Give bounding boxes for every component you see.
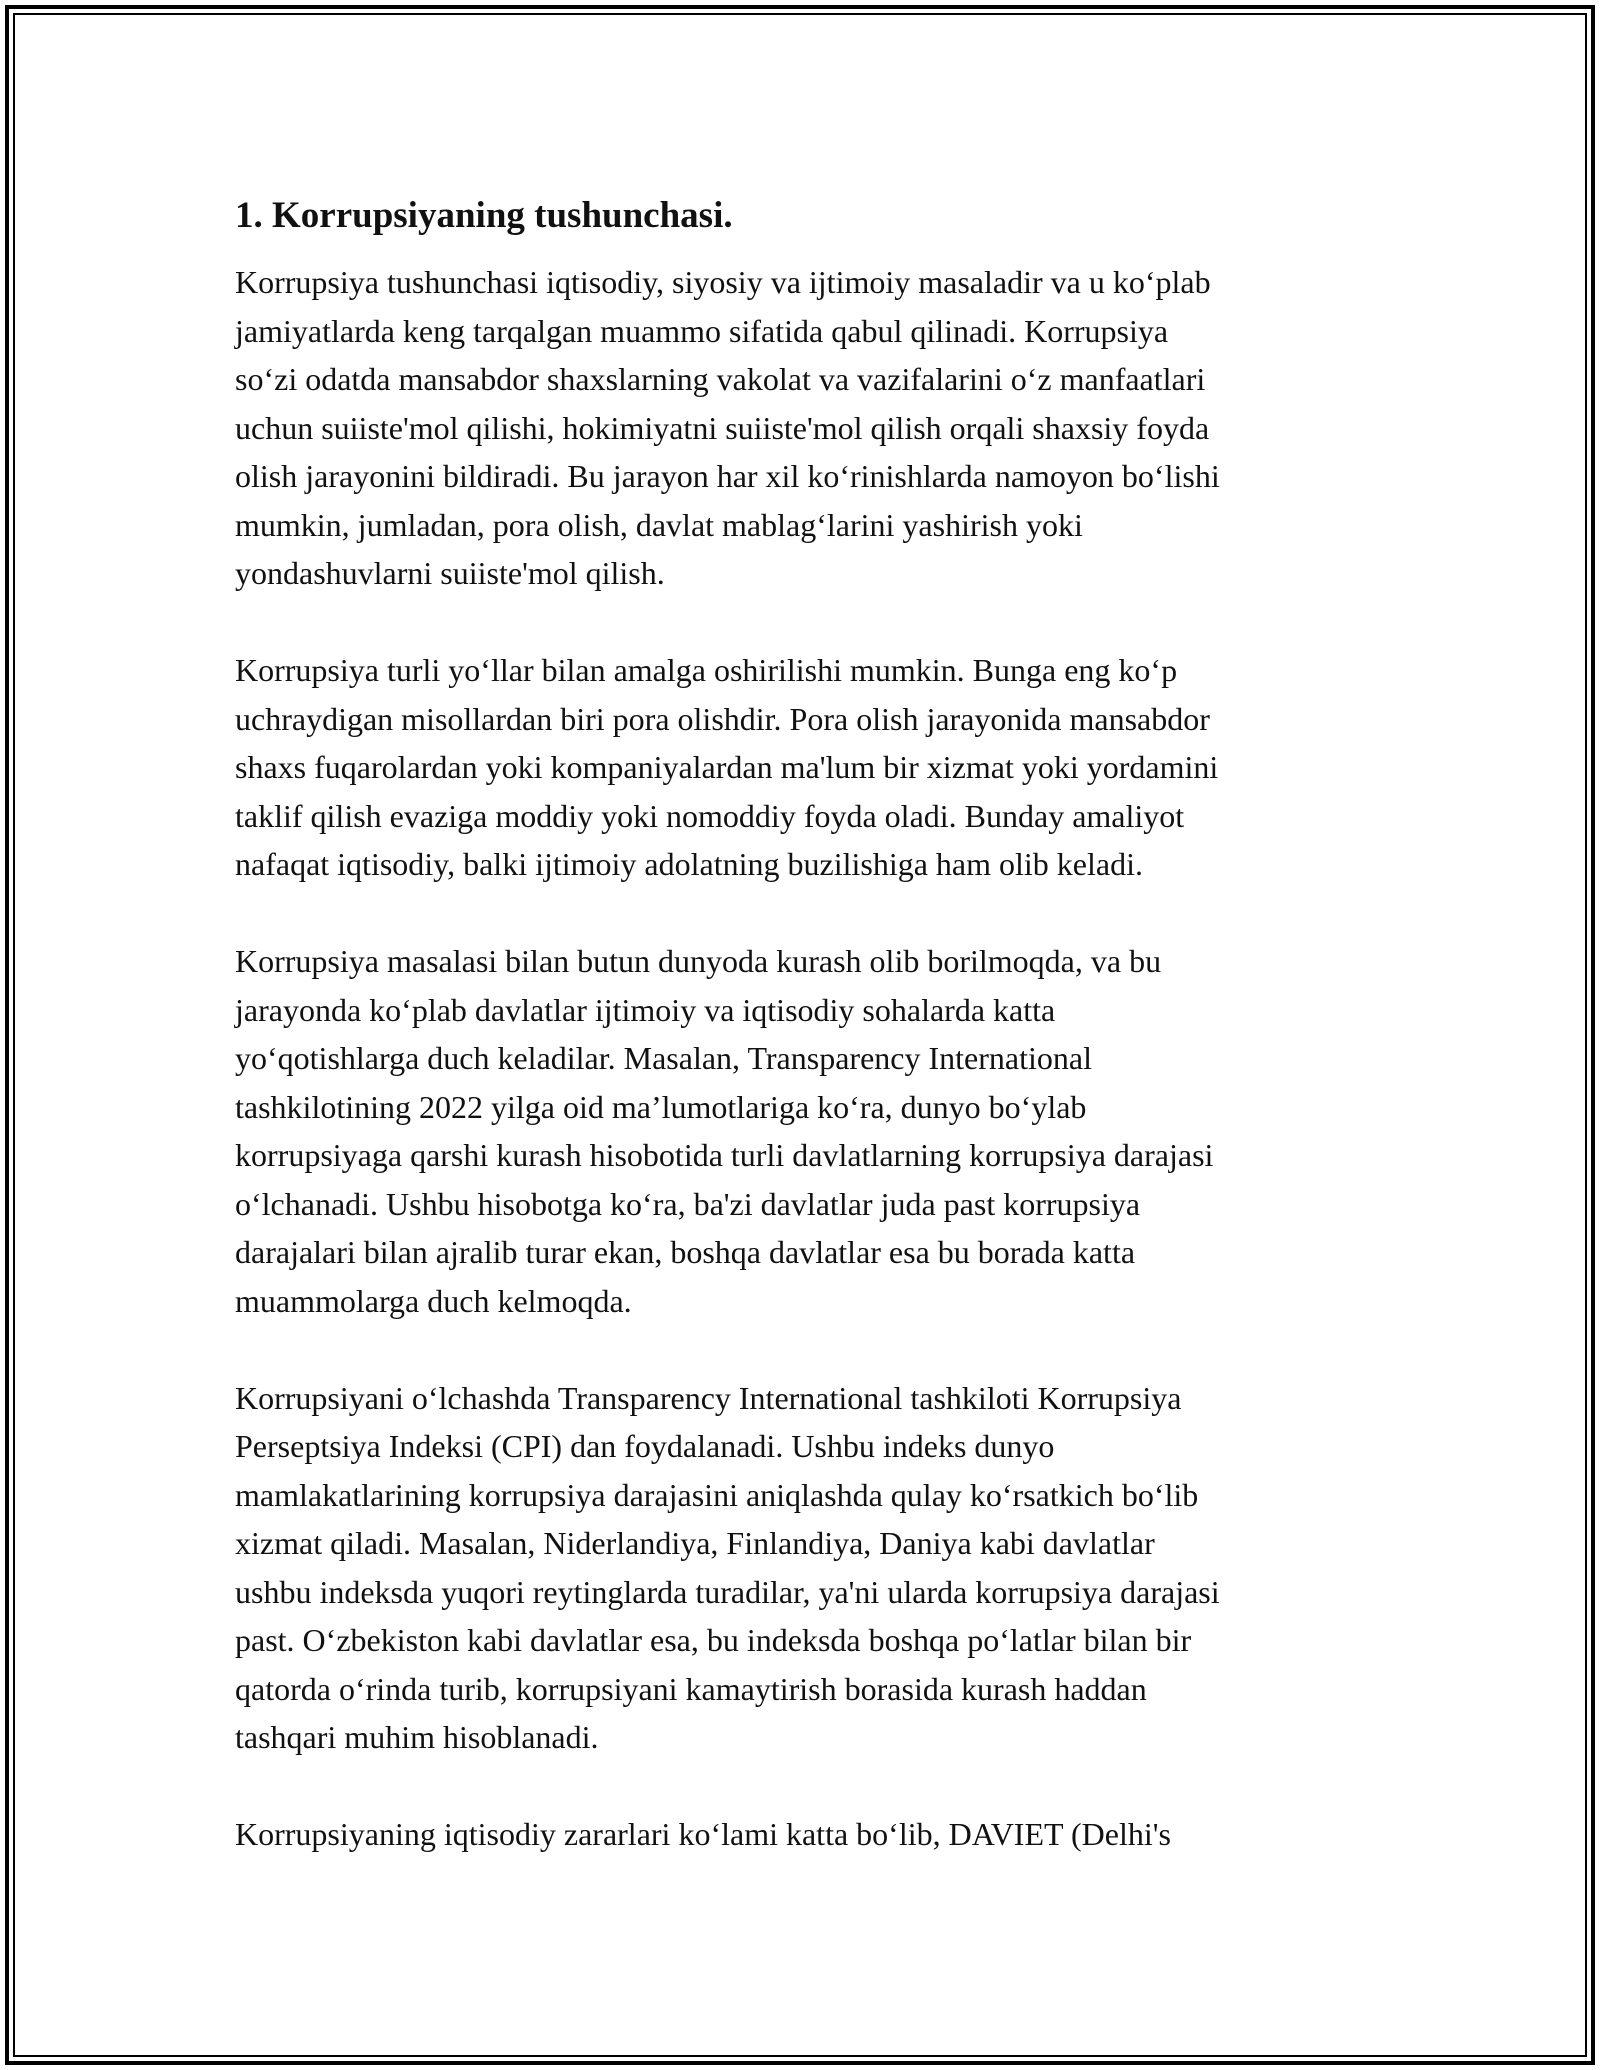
paragraph-2: Korrupsiya turli yo‘llar bilan amalga oshirilishi mumkin. Bunga eng ko‘p uchraydigan misollardan biri pora olishdir. Pora olish jarayonida mansabdor shaxs fuqarolardan yoki kompaniyalardan ma'lum bir xizmat yoki yordamini taklif qilish evaziga moddiy yoki nomoddiy foyda oladi. Bunday amaliyot nafaqat iqtisodiy, balki ijtimoiy adolatning buzilishiga ham olib keladi. [235, 652, 1219, 883]
paragraph-1: Korrupsiya tushunchasi iqtisodiy, siyosiy va ijtimoiy masaladir va u ko‘plab jamiyatlarda keng tarqalgan muammo sifatida qabul qilinadi. Korrupsiya so‘zi odatda mansabdor shaxslarning vakolat va vazifalarini o‘z manfaatlari uchun suiiste'mol qilishi, hokimiyatni suiiste'mol qilish orqali shaxsiy foyda olish jarayonini bildiradi. Bu jarayon har xil ko‘rinishlarda namoyon bo‘lishi mumkin, jumladan, pora olish, davlat mablag‘larini yashirish yoki yondashuvlarni suiiste'mol qilish. [235, 264, 1220, 592]
paragraph-4: Korrupsiyani o‘lchashda Transparency International tashkiloti Korrupsiya Perseptsiya Indeksi (CPI) dan foydalanadi. Ushbu indeks dunyo mamlakatlarining korrupsiya darajasini aniqlashda qulay ko‘rsatkich bo‘lib xizmat qiladi. Masalan, Niderlandiya, Finlandiya, Daniya kabi davlatlar ushbu indeksda yuqori reytinglarda turadilar, ya'ni ularda korrupsiya darajasi past. O‘zbekiston kabi davlatlar esa, bu indeksda boshqa po‘latlar bilan bir qatorda o‘rinda turib, korrupsiyani kamaytirish borasida kurash haddan tashqari muhim hisoblanadi. [235, 1379, 1220, 1756]
paragraph-5: Korrupsiyaning iqtisodiy zararlari ko‘lami katta bo‘lib, DAVIET (Delhi's [235, 1816, 1171, 1853]
section-heading: 1. Korrupsiyaning tushunchasi. [235, 195, 733, 236]
document-body [235, 180, 1385, 1907]
paragraph-3: Korrupsiya masalasi bilan butun dunyoda kurash olib borilmoqda, va bu jarayonda ko‘plab davlatlar ijtimoiy va iqtisodiy sohalarda katta yo‘qotishlarga duch keladilar. Masalan, Transparency International tashkilotining 2022 yilga oid ma’lumotlariga ko‘ra, dunyo bo‘ylab korrupsiyaga qarshi kurash hisobotida turli davlatlarning korrupsiya darajasi o‘lchanadi. Ushbu hisobotga ko‘ra, ba'zi davlatlar juda past korrupsiya darajalari bilan ajralib turar ekan, boshqa davlatlar esa bu borada katta muammolarga duch kelmoqda. [235, 943, 1214, 1319]
